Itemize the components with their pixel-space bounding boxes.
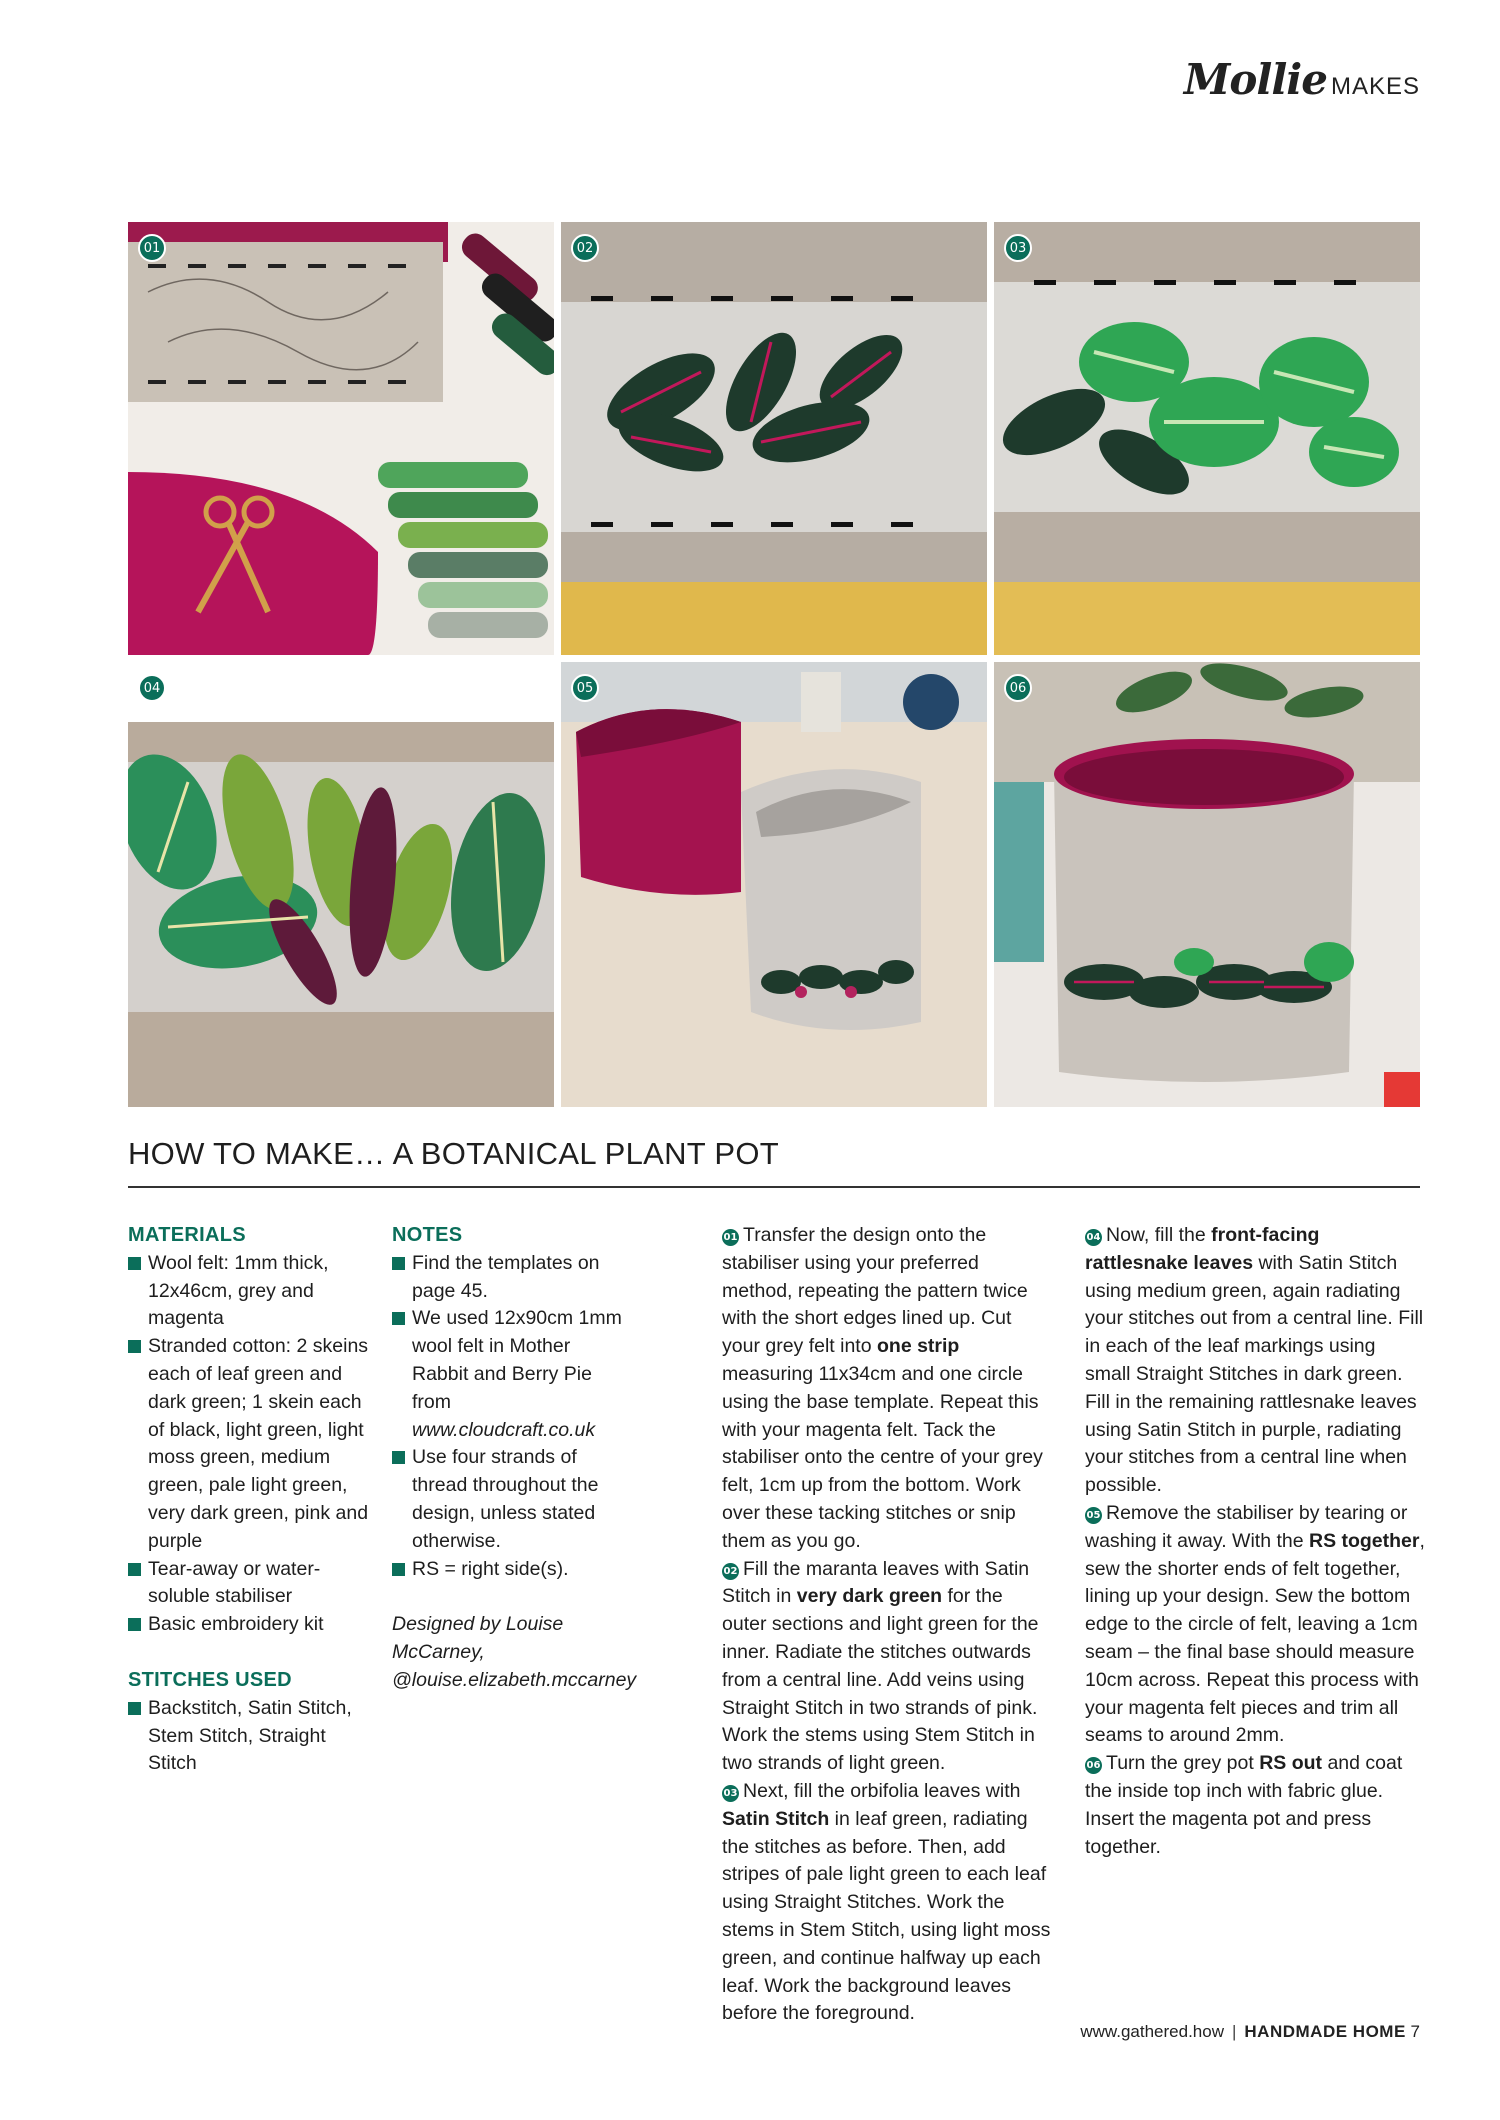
step-01	[722, 1222, 1052, 1556]
materials-item: Wool felt: 1mm thick, 12x46cm, grey and magenta	[128, 1250, 373, 1333]
step-photo-02-badge: 02	[571, 234, 599, 262]
step-number-badge: 06	[1085, 1757, 1102, 1774]
materials-item: Tear-away or water-soluble stabiliser	[128, 1556, 373, 1612]
step-text: Turn the grey pot	[1106, 1752, 1260, 1775]
step-emphasis: front-facing rattlesnake leaves	[1085, 1224, 1320, 1274]
step-photo-06-badge: 06	[1004, 674, 1032, 702]
step-text: for the outer sections and light green for the inner. Radiate the stitches outwards from a central line. Add veins using Straight Stitch in two strands of pink. Work the stems using Stem Stitch in two strands of light green.	[722, 1585, 1039, 1775]
step-text: Fill the maranta leaves with Satin Stitch in	[722, 1557, 1030, 1608]
notes-list	[392, 1250, 632, 1584]
step-03	[722, 1778, 1052, 2028]
step-text: , sew the shorter ends of felt together, lining up your design. Sew the bottom edge to the circle of felt, leaving a 1cm seam – the final base should measure 10cm across. Repeat this process with your magenta felt pieces and trim all seams to around 2mm.	[1085, 1529, 1425, 1747]
step-emphasis: very dark green	[796, 1585, 943, 1608]
step-photo-03-badge: 03	[1004, 234, 1032, 262]
materials-heading: MATERIALS	[128, 1224, 246, 1246]
felt-and-threads-image	[128, 222, 554, 655]
notes-column	[392, 1222, 637, 1695]
page-number: 7	[1410, 2022, 1420, 2041]
step-emphasis: one strip	[877, 1335, 960, 1358]
step-number-badge: 04	[1085, 1229, 1102, 1246]
step-text: with Satin Stitch using medium green, again radiating your stitches out from a central line. Fill in each of the leaf markings using small Straight Stitches in dark green. Fill in the remaining rattlesnake leaves using Satin Stitch in purple, radiating your stitches from a central line when possible.	[1085, 1251, 1424, 1497]
two-pots-image	[561, 662, 987, 1107]
title-divider	[128, 1186, 1420, 1188]
cloudcraft-link[interactable]: www.cloudcraft.co.uk	[412, 1418, 596, 1441]
step-06	[1085, 1750, 1425, 1861]
page-title: HOW TO MAKE… A BOTANICAL PLANT POT	[128, 1136, 780, 1171]
notes-item-text: We used 12x90cm 1mm wool felt in Mother Rabbit and Berry Pie from	[412, 1307, 622, 1413]
step-photo-06	[994, 662, 1420, 1107]
page-footer	[1080, 2022, 1420, 2042]
step-photo-04-badge: 04	[138, 674, 166, 702]
notes-item: Use four strands of thread throughout the design, unless stated otherwise.	[392, 1444, 632, 1555]
notes-item	[392, 1305, 632, 1444]
finished-pot-image	[994, 662, 1420, 1107]
step-number-badge: 02	[722, 1563, 739, 1580]
step-text: Remove the stabiliser by tearing or washing it away. With the	[1085, 1501, 1408, 1552]
stitches-list	[128, 1695, 373, 1778]
logo-makes-text: MAKES	[1330, 73, 1420, 100]
step-photo-04	[128, 662, 554, 1107]
instructions-column-2	[1085, 1222, 1425, 1861]
notes-heading: NOTES	[392, 1224, 463, 1246]
footer-separator: |	[1231, 2022, 1237, 2041]
materials-item: Stranded cotton: 2 skeins each of leaf green and dark green; 1 skein each of black, light green, light moss green, medium green, pale light green, very dark green, pink and purple	[128, 1333, 373, 1555]
step-photo-03	[994, 222, 1420, 655]
step-text: Now, fill the	[1106, 1224, 1212, 1246]
step-number-badge: 03	[722, 1785, 739, 1802]
orbifolia-leaves-image	[994, 222, 1420, 655]
step-number-badge: 05	[1085, 1507, 1102, 1524]
step-photo-01	[128, 222, 554, 655]
step-05	[1085, 1500, 1425, 1750]
step-photo-05	[561, 662, 987, 1107]
notes-item: Find the templates on page 45.	[392, 1250, 632, 1306]
rattlesnake-leaves-image	[128, 662, 554, 1107]
designer-credit: Designed by Louise McCarney, @louise.elizabeth.mccarney	[392, 1613, 637, 1691]
stitches-heading: STITCHES USED	[128, 1668, 292, 1691]
instructions-column-1	[722, 1222, 1052, 2028]
step-photo-05-badge: 05	[571, 674, 599, 702]
step-text: Transfer the design onto the stabiliser using your preferred method, repeating the pattern twice with the short edges lined up. Cut your grey felt into	[722, 1224, 1028, 1358]
footer-magazine-name: HANDMADE HOME	[1244, 2022, 1406, 2041]
logo-script-text: Mollie	[1183, 55, 1327, 104]
step-photo-02	[561, 222, 987, 655]
materials-list	[128, 1250, 373, 1639]
stitches-item: Backstitch, Satin Stitch, Stem Stitch, Straight Stitch	[128, 1695, 373, 1778]
step-emphasis: Satin Stitch	[722, 1807, 830, 1830]
step-emphasis: RS out	[1259, 1752, 1323, 1775]
footer-website-link[interactable]: www.gathered.how	[1080, 2022, 1224, 2041]
step-number-badge: 01	[722, 1229, 739, 1246]
step-photo-01-badge: 01	[138, 234, 166, 262]
maranta-leaves-image	[561, 222, 987, 655]
step-emphasis: RS together	[1308, 1529, 1420, 1552]
step-text: Next, fill the orbifolia leaves with	[743, 1779, 1021, 1802]
step-text: measuring 11x34cm and one circle using the base template. Repeat this with your magenta felt. Tack the stabiliser onto the centre of your grey felt, 1cm up from the bottom. Work over these tacking stitches or snip them as you go.	[722, 1362, 1043, 1552]
magazine-logo	[1184, 55, 1420, 104]
step-text: in leaf green, radiating the stitches as before. Then, add stripes of pale light green to each leaf using Straight Stitches. Work the stems in Stem Stitch, using light moss green, and continue halfway up each leaf. Work the background leaves before the foreground.	[722, 1807, 1051, 2025]
step-text: and coat the inside top inch with fabric glue. Insert the magenta pot and press together.	[1085, 1752, 1403, 1858]
materials-column	[128, 1222, 373, 1778]
step-02	[722, 1556, 1052, 1778]
step-04	[1085, 1222, 1425, 1500]
notes-item: RS = right side(s).	[392, 1556, 632, 1584]
materials-item: Basic embroidery kit	[128, 1611, 373, 1639]
